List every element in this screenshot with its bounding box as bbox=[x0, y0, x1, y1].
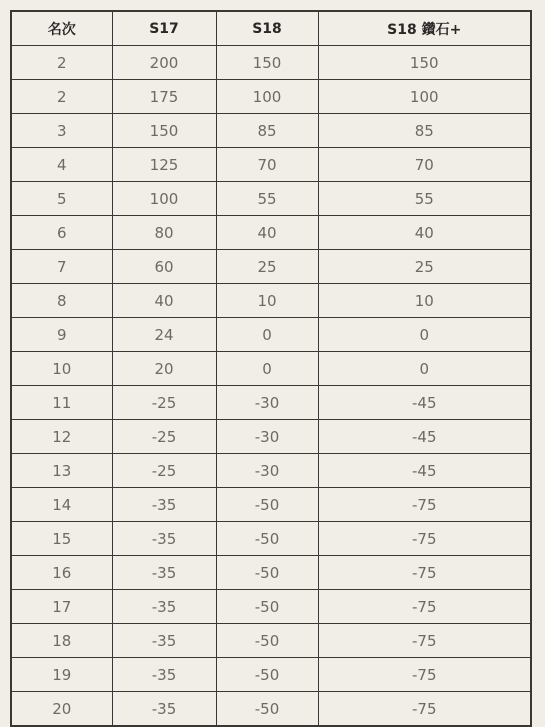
s17-cell: -35 bbox=[112, 488, 216, 522]
s17-cell: -35 bbox=[112, 658, 216, 692]
s17-cell: 60 bbox=[112, 250, 216, 284]
s17-cell: 80 bbox=[112, 216, 216, 250]
rank-cell: 3 bbox=[11, 114, 112, 148]
s18-diamond-plus-cell: -45 bbox=[318, 386, 531, 420]
s18-diamond-plus-cell: 55 bbox=[318, 182, 531, 216]
header-s18: S18 bbox=[216, 11, 318, 46]
table-row bbox=[11, 556, 531, 590]
table-row bbox=[11, 318, 531, 352]
s17-cell: -35 bbox=[112, 624, 216, 658]
s18-diamond-plus-cell: 25 bbox=[318, 250, 531, 284]
rank-cell: 2 bbox=[11, 80, 112, 114]
s17-cell: -25 bbox=[112, 420, 216, 454]
rank-points-table-container bbox=[10, 10, 530, 718]
rank-cell: 14 bbox=[11, 488, 112, 522]
s17-cell: 40 bbox=[112, 284, 216, 318]
header-s18-diamond-plus: S18 鑽石+ bbox=[318, 11, 531, 46]
s18-cell: -50 bbox=[216, 488, 318, 522]
s18-cell: 70 bbox=[216, 148, 318, 182]
s18-cell: -50 bbox=[216, 658, 318, 692]
rank-cell: 8 bbox=[11, 284, 112, 318]
s17-cell: -35 bbox=[112, 556, 216, 590]
s17-cell: 200 bbox=[112, 46, 216, 80]
table-row bbox=[11, 420, 531, 454]
table-row bbox=[11, 692, 531, 727]
s18-cell: -50 bbox=[216, 522, 318, 556]
s18-diamond-plus-cell: -45 bbox=[318, 454, 531, 488]
s18-diamond-plus-cell: 10 bbox=[318, 284, 531, 318]
rank-cell: 20 bbox=[11, 692, 112, 727]
s17-cell: -35 bbox=[112, 522, 216, 556]
s17-cell: 100 bbox=[112, 182, 216, 216]
s18-diamond-plus-cell: -75 bbox=[318, 488, 531, 522]
s18-cell: 55 bbox=[216, 182, 318, 216]
header-s17: S17 bbox=[112, 11, 216, 46]
s18-cell: 100 bbox=[216, 80, 318, 114]
table-row bbox=[11, 624, 531, 658]
rank-cell: 10 bbox=[11, 352, 112, 386]
s18-diamond-plus-cell: 150 bbox=[318, 46, 531, 80]
s18-cell: -50 bbox=[216, 692, 318, 727]
s18-diamond-plus-cell: -75 bbox=[318, 590, 531, 624]
table-row bbox=[11, 148, 531, 182]
s17-cell: -35 bbox=[112, 692, 216, 727]
s18-cell: 85 bbox=[216, 114, 318, 148]
s18-diamond-plus-cell: -45 bbox=[318, 420, 531, 454]
table-row bbox=[11, 284, 531, 318]
table-row bbox=[11, 46, 531, 80]
s18-cell: 0 bbox=[216, 318, 318, 352]
s17-cell: 150 bbox=[112, 114, 216, 148]
s18-diamond-plus-cell: -75 bbox=[318, 624, 531, 658]
rank-cell: 12 bbox=[11, 420, 112, 454]
s18-diamond-plus-cell: -75 bbox=[318, 658, 531, 692]
table-header-row bbox=[11, 11, 531, 46]
table-row bbox=[11, 352, 531, 386]
s18-cell: -50 bbox=[216, 590, 318, 624]
rank-cell: 9 bbox=[11, 318, 112, 352]
s18-diamond-plus-cell: 40 bbox=[318, 216, 531, 250]
s18-cell: -30 bbox=[216, 420, 318, 454]
rank-cell: 2 bbox=[11, 46, 112, 80]
s18-diamond-plus-cell: -75 bbox=[318, 692, 531, 727]
rank-cell: 7 bbox=[11, 250, 112, 284]
s18-cell: 10 bbox=[216, 284, 318, 318]
table-body bbox=[11, 46, 531, 727]
rank-cell: 6 bbox=[11, 216, 112, 250]
header-rank: 名次 bbox=[11, 11, 112, 46]
s17-cell: -25 bbox=[112, 386, 216, 420]
rank-cell: 11 bbox=[11, 386, 112, 420]
s18-cell: 150 bbox=[216, 46, 318, 80]
s17-cell: 20 bbox=[112, 352, 216, 386]
table-row bbox=[11, 80, 531, 114]
s18-diamond-plus-cell: 85 bbox=[318, 114, 531, 148]
table-row bbox=[11, 488, 531, 522]
s18-cell: 25 bbox=[216, 250, 318, 284]
s17-cell: 175 bbox=[112, 80, 216, 114]
table-row bbox=[11, 182, 531, 216]
rank-cell: 16 bbox=[11, 556, 112, 590]
s17-cell: 125 bbox=[112, 148, 216, 182]
rank-cell: 15 bbox=[11, 522, 112, 556]
table-row bbox=[11, 522, 531, 556]
s18-diamond-plus-cell: -75 bbox=[318, 556, 531, 590]
table-row bbox=[11, 386, 531, 420]
s18-diamond-plus-cell: 100 bbox=[318, 80, 531, 114]
s17-cell: 24 bbox=[112, 318, 216, 352]
s18-cell: -50 bbox=[216, 624, 318, 658]
rank-cell: 18 bbox=[11, 624, 112, 658]
rank-cell: 17 bbox=[11, 590, 112, 624]
table-row bbox=[11, 114, 531, 148]
rank-cell: 5 bbox=[11, 182, 112, 216]
s18-cell: -50 bbox=[216, 556, 318, 590]
table-row bbox=[11, 590, 531, 624]
rank-cell: 19 bbox=[11, 658, 112, 692]
rank-cell: 13 bbox=[11, 454, 112, 488]
table-row bbox=[11, 216, 531, 250]
s18-diamond-plus-cell: 0 bbox=[318, 352, 531, 386]
table-row bbox=[11, 658, 531, 692]
s18-cell: -30 bbox=[216, 454, 318, 488]
table-row bbox=[11, 250, 531, 284]
s18-diamond-plus-cell: 0 bbox=[318, 318, 531, 352]
rank-points-table bbox=[10, 10, 532, 727]
s18-diamond-plus-cell: 70 bbox=[318, 148, 531, 182]
s18-diamond-plus-cell: -75 bbox=[318, 522, 531, 556]
table-row bbox=[11, 454, 531, 488]
s18-cell: 0 bbox=[216, 352, 318, 386]
rank-cell: 4 bbox=[11, 148, 112, 182]
s17-cell: -35 bbox=[112, 590, 216, 624]
s18-cell: -30 bbox=[216, 386, 318, 420]
s17-cell: -25 bbox=[112, 454, 216, 488]
s18-cell: 40 bbox=[216, 216, 318, 250]
